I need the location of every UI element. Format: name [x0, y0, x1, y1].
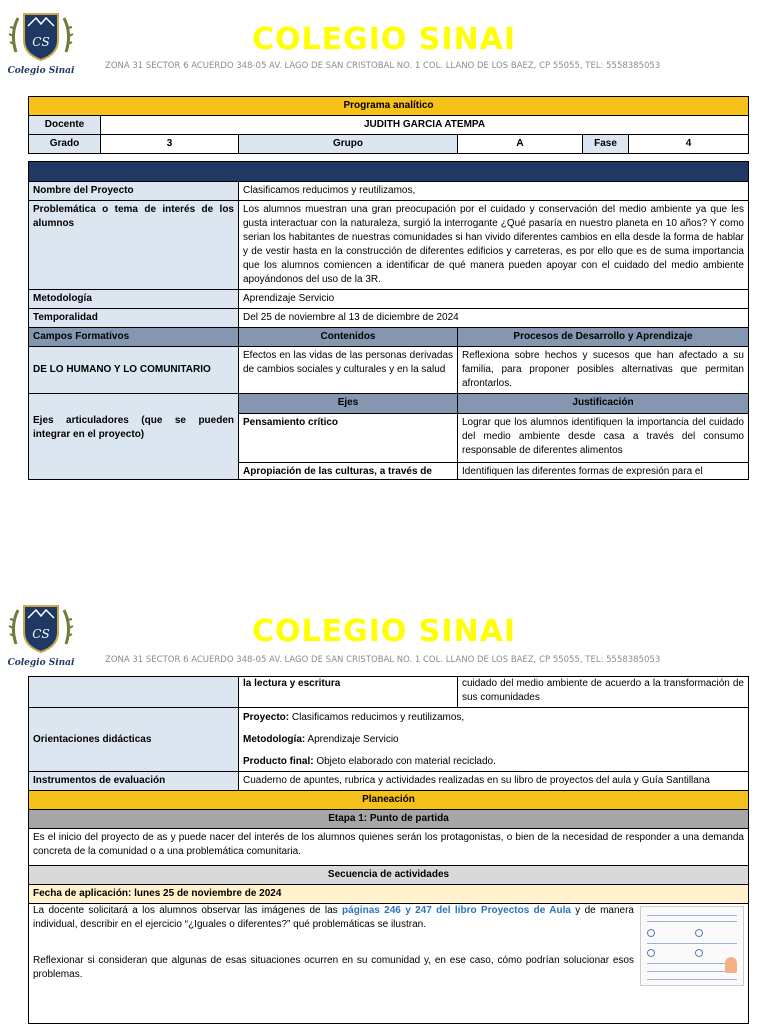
eje-2-end: la lectura y escritura [239, 677, 458, 708]
methodology-value: Aprendizaje Servicio [239, 290, 749, 309]
docente-label: Docente [29, 116, 101, 135]
contenido-value: Efectos en las vidas de las personas derivadas de cambios sociales y culturales y en la salud [239, 347, 458, 394]
axes-label: Ejes articuladores (que se pueden integrar en el proyecto) [29, 394, 239, 480]
school-address: ZONA 31 SECTOR 6 ACUERDO 348-05 AV. LAGO DE SAN CRISTOBAL NO. 1 COL. LLANO DE LOS BAEZ, CP 55055, TEL: 5558385053 [105, 61, 661, 71]
stage-text: Es el inicio del proyecto de as y puede nacer del interés de los alumnos quienes serán los protagonistas, o bien de la necesidad de responder a una demanda concreta de la comunidad o a una problemática comunitaria. [29, 829, 749, 866]
didactics-value [239, 708, 749, 772]
methodology-label: Metodología [29, 290, 239, 309]
eje-1: Pensamiento crítico [239, 413, 458, 462]
activity-1-a: La docente solicitará a los alumnos observar las imágenes de las [33, 905, 343, 916]
fase-value: 4 [629, 135, 749, 154]
fields-header-campos: Campos Formativos [29, 328, 239, 347]
evaluation-value: Cuaderno de apuntes, rubrica y actividades realizadas en su libro de proyectos del aula y Guía Santillana [239, 772, 749, 791]
grupo-label: Grupo [239, 135, 458, 154]
document-page-2 [0, 592, 768, 1024]
activity-cell [29, 904, 749, 1024]
navy-divider [29, 162, 749, 182]
problem-value: Los alumnos muestran una gran preocupación por el cuidado y conservación del medio ambiente ya que les gusta interactuar con la naturaleza, surgió la interrogante ¿Qué pasaría en nuestro planeta en 10 años? Y como serian los habitantes de nuestras comunidades si han vivido diferentes cambios en ella desde la forma de hablar y de vestir hasta en la construcción de diferentes edificios y carreteras, es por ello que es de suma importancia que los alumnos comiencen a identificar de qué manera pueden apoyar con el cuidado del medio ambiente apoyándonos del uso de la 3R. [239, 201, 749, 290]
activity-2: Reflexionar si consideran que algunas de esas situaciones ocurren en su comunidad y, en ese caso, cómo podrían solucionar esos problemas. [33, 955, 634, 980]
problem-label: Problemática o tema de interés de los alumnos [29, 201, 239, 290]
justificacion-2-start: Identifiquen las diferentes formas de expresión para el [458, 463, 749, 480]
svg-text:CS: CS [32, 35, 50, 49]
svg-text:CS: CS [32, 627, 50, 641]
program-table [28, 96, 749, 154]
project-table [28, 161, 749, 480]
fields-header-procesos: Procesos de Desarrollo y Aprendizaje [458, 328, 749, 347]
activity-1-b: y de manera individual, describir en el ejercicio “¿Iguales o diferentes?” qué problemáticas se ilustran. [33, 905, 634, 930]
temporality-label: Temporalidad [29, 309, 239, 328]
workbook-thumbnail-icon [640, 906, 744, 986]
school-address: ZONA 31 SECTOR 6 ACUERDO 348-05 AV. LAGO DE SAN CRISTOBAL NO. 1 COL. LLANO DE LOS BAEZ, CP 55055, TEL: 5558385053 [105, 655, 661, 665]
svg-text:Colegio Sinai: Colegio Sinai [7, 658, 75, 668]
fields-header-contenidos: Contenidos [239, 328, 458, 347]
axes-label-continued [29, 677, 239, 708]
didactics-project: Clasificamos reducimos y reutilizamos, [291, 712, 465, 723]
didactics-label: Orientaciones didácticas [29, 708, 239, 772]
project-name-value: Clasificamos reducimos y reutilizamos, [239, 182, 749, 201]
didactics-method-label: Metodología: [243, 734, 306, 745]
stage-title: Etapa 1: Punto de partida [29, 810, 749, 829]
campo-formativo: DE LO HUMANO Y LO COMUNITARIO [29, 347, 239, 394]
justificacion-1: Lograr que los alumnos identifiquen la importancia del cuidado del medio ambiente desde casa a través del consumo responsable de diferentes alimentos [458, 413, 749, 462]
school-name: COLEGIO SINAI [251, 22, 517, 57]
temporality-value: Del 25 de noviembre al 13 de diciembre de 2024 [239, 309, 749, 328]
grado-label: Grado [29, 135, 101, 154]
docente-value: JUDITH GARCIA ATEMPA [101, 116, 749, 135]
didactics-method: Aprendizaje Servicio [307, 734, 399, 745]
school-name: COLEGIO SINAI [251, 614, 517, 649]
didactics-project-label: Proyecto: [243, 712, 290, 723]
eje-2-start: Apropiación de las culturas, a través de [239, 463, 458, 480]
didactics-product-label: Producto final: [243, 756, 314, 767]
grado-value: 3 [101, 135, 239, 154]
activity-1 [33, 904, 744, 932]
axes-header-justificacion: Justificación [458, 394, 749, 414]
project-table-continued [28, 676, 749, 1024]
project-name-label: Nombre del Proyecto [29, 182, 239, 201]
fase-label: Fase [583, 135, 629, 154]
justificacion-2-end: cuidado del medio ambiente de acuerdo a la transformación de sus comunidades [458, 677, 749, 708]
svg-text:Colegio Sinai: Colegio Sinai [7, 66, 75, 76]
book-pages-link: páginas 246 y 247 del libro Proyectos de Aula [342, 905, 571, 916]
axes-header-ejes: Ejes [239, 394, 458, 414]
evaluation-label: Instrumentos de evaluación [29, 772, 239, 791]
application-date: Fecha de aplicación: lunes 25 de noviembre de 2024 [29, 885, 749, 904]
planning-title: Planeación [29, 791, 749, 810]
program-title: Programa analítico [29, 97, 749, 116]
grupo-value: A [458, 135, 583, 154]
sequence-title: Secuencia de actividades [29, 866, 749, 885]
proceso-value: Reflexiona sobre hechos y sucesos que han afectado a su familia, para proponer posibles alternativas que permitan afrontarlos. [458, 347, 749, 394]
didactics-product: Objeto elaborado con material reciclado. [316, 756, 496, 767]
